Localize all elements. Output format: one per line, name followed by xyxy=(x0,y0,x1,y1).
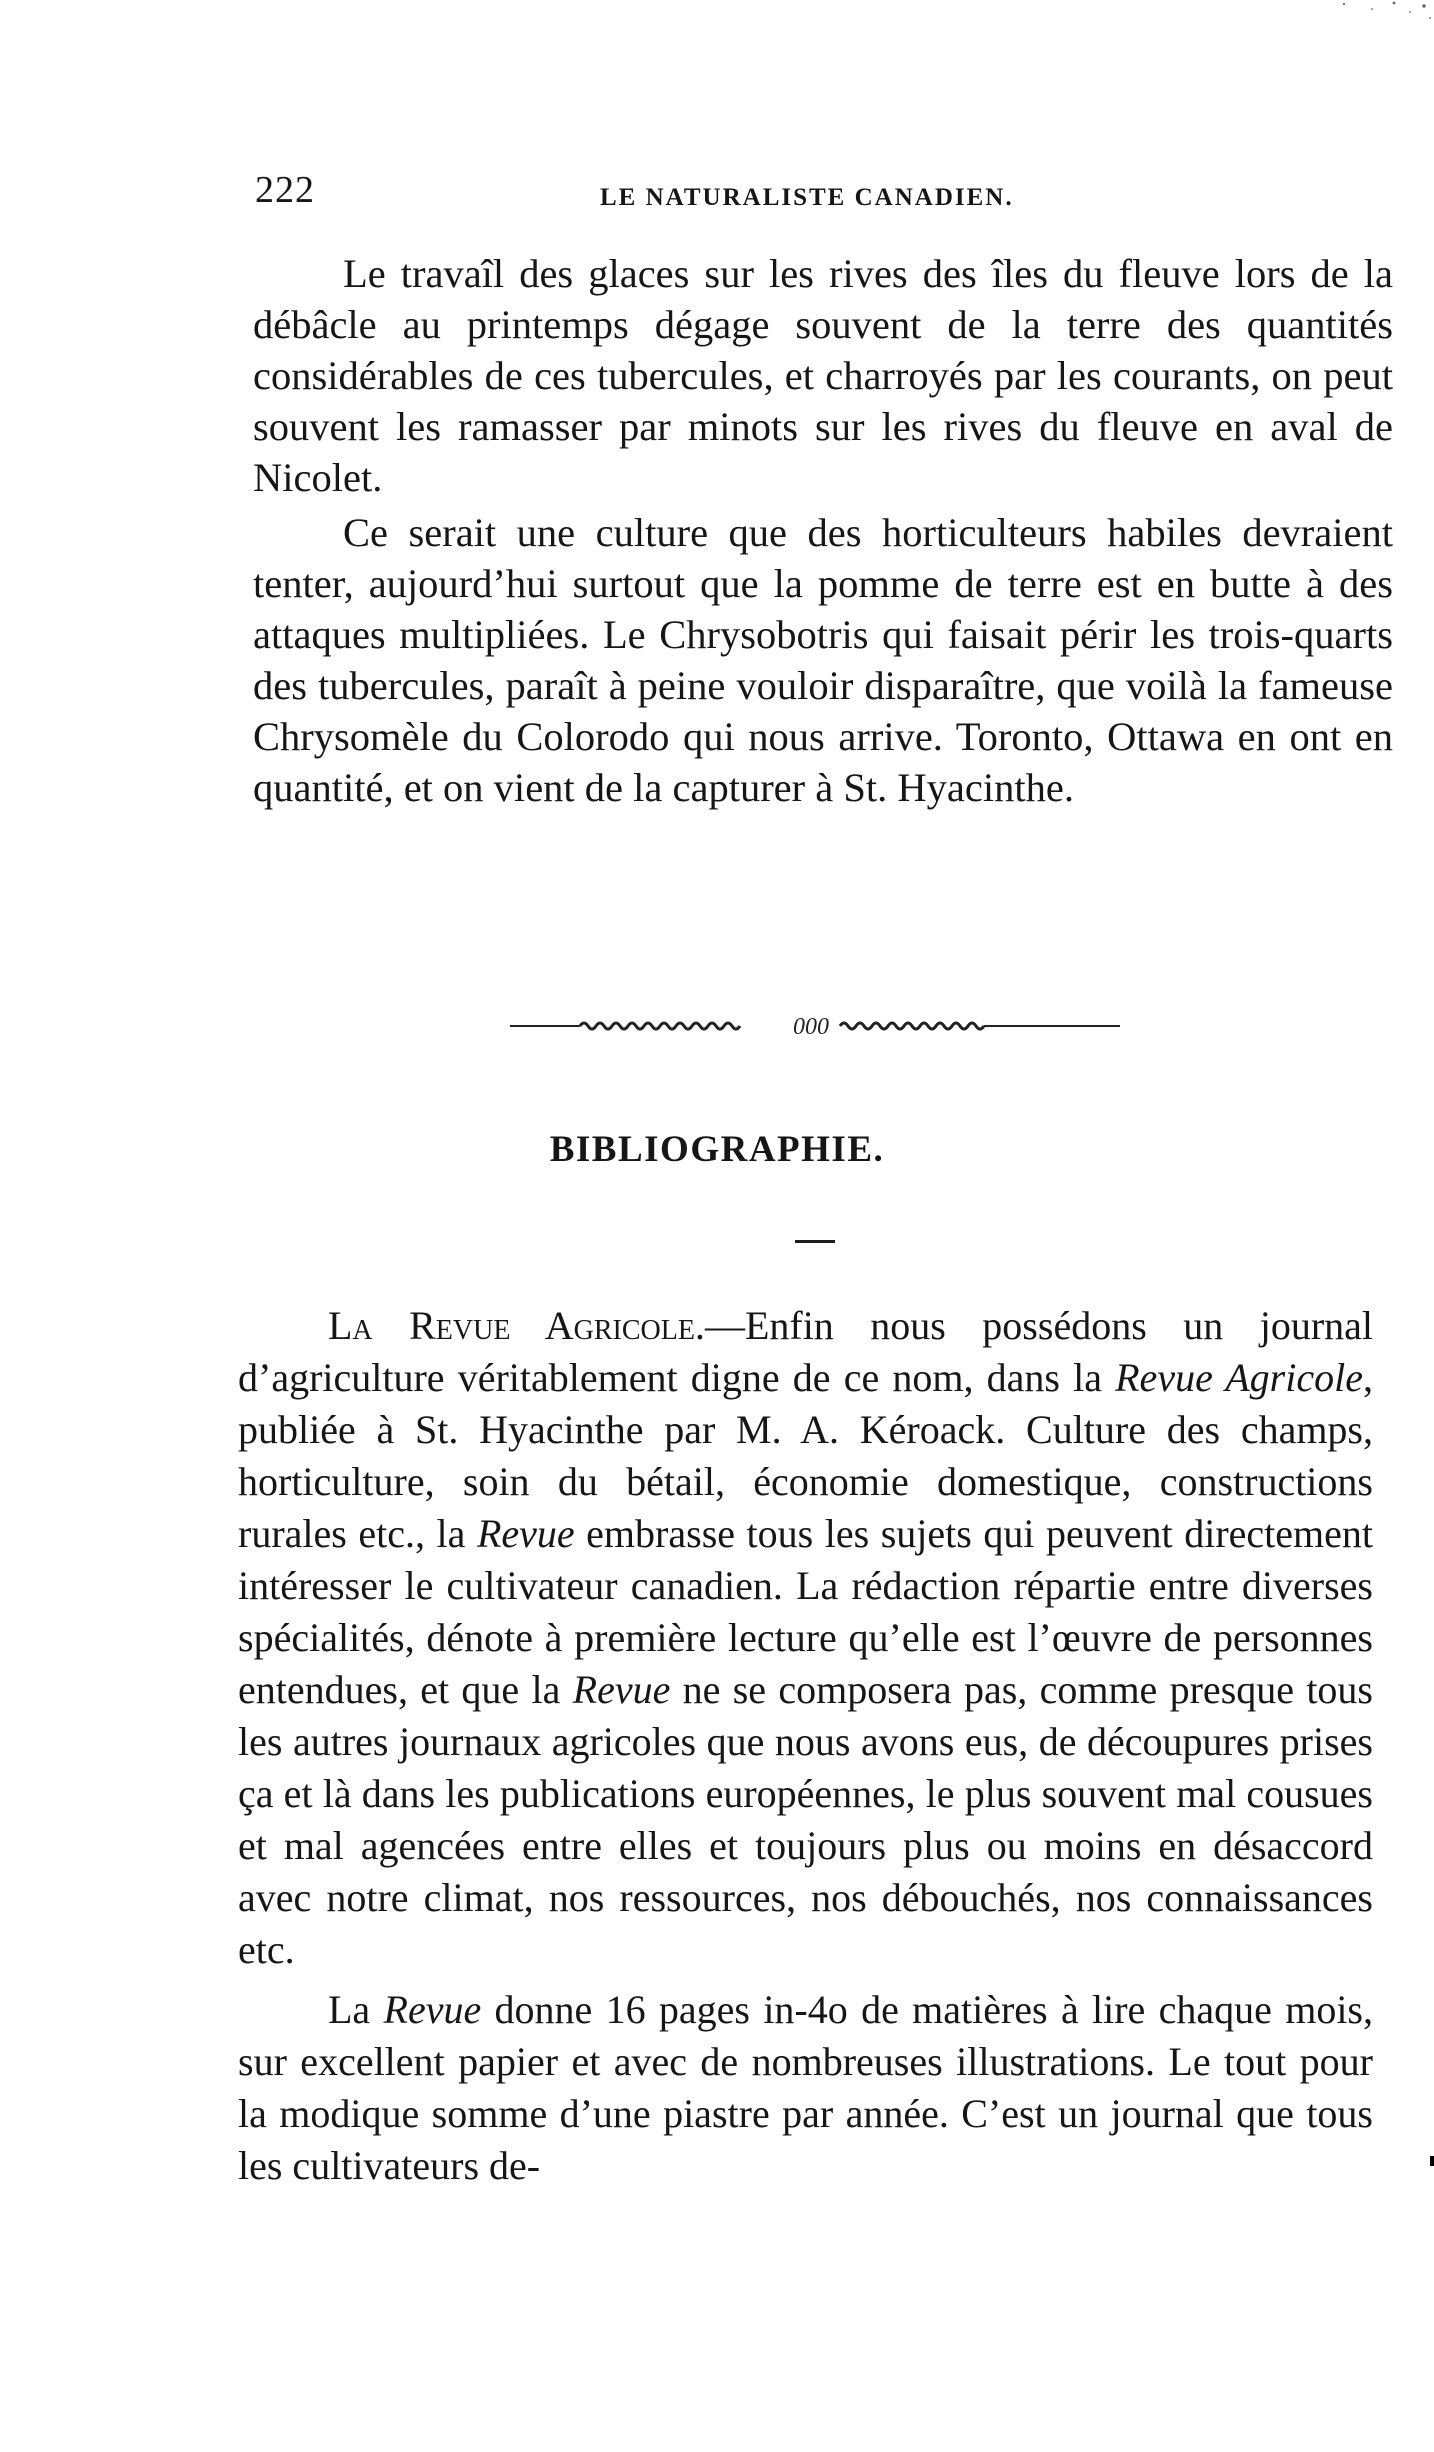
text-run: embrasse tous les sujets qui peuvent directement intéresser le cultivateur canadien. La rédaction répartie entre diverses spécialités, dénote à première lecture qu’elle est l’œuvre de personnes entendues, et que la xyxy=(238,1511,1373,1712)
paragraph-revue-price xyxy=(238,1984,1373,2192)
italic-revue: Revue xyxy=(572,1667,671,1712)
section-divider-ornament xyxy=(510,1010,1120,1046)
italic-revue: Revue xyxy=(383,1987,482,2032)
paragraph-revue-agricole xyxy=(238,1300,1373,1976)
bibliographie-body xyxy=(238,1300,1373,2192)
text-run: ne se composera pas, comme presque tous les autres journaux agricoles que nous avons eus, de découpures prises ça et là dans les publications européennes, le plus souvent mal cousues et mal agencées entre elles et toujours plus ou moins en désaccord avec notre climat, nos ressources, nos débouchés, nos connaissances etc. xyxy=(238,1667,1373,1972)
section-heading: BIBLIOGRAPHIE. xyxy=(549,1129,885,1170)
scan-specks xyxy=(1314,0,1434,40)
text-run: , publiée à St. Hyacinthe par M. A. Kéroack. Culture des champs, horticulture, soin du bétail, économie domestique, constructions rurales etc., la xyxy=(238,1355,1373,1556)
ornament-text: 000 xyxy=(793,1014,829,1040)
running-header xyxy=(255,168,1395,218)
paragraph-tubercules: Le travaîl des glaces sur les rives des îles du fleuve lors de la débâcle au printemps dégage souvent de la terre des quantités considérables de ces tubercules, et charroyés par les courants, on peut souvent les ramasser par minots sur les rives du fleuve en aval de Nicolet. xyxy=(253,251,1393,500)
text-run: La xyxy=(328,1987,384,2032)
page-number: 222 xyxy=(255,169,315,211)
article-continuation xyxy=(253,248,1393,813)
italic-journal-name: Revue Agricole xyxy=(1115,1355,1363,1400)
paragraph-culture: Ce serait une culture que des horticulteurs habiles devraient tenter, aujourd’hui surtout que la pomme de terre est en butte à des attaques multipliées. Le Chrysobotris qui faisait périr les trois-quarts des tubercules, paraît à peine vouloir disparaître, que voilà la fameuse Chrysomèle du Colorodo qui nous arrive. Toronto, Ottawa en ont en quantité, et on vient de la capturer à St. Hyacinthe. xyxy=(253,510,1393,810)
journal-title-smallcaps: La Revue Agricole. xyxy=(328,1303,705,1348)
heading-rule xyxy=(795,1240,835,1243)
italic-revue: Revue xyxy=(476,1511,575,1556)
text-run: —Enfin nous possédons un journal d’agriculture véritablement digne de ce nom, dans la xyxy=(238,1303,1373,1400)
running-title: LE NATURALISTE CANADIEN. xyxy=(600,184,1014,211)
text-run: donne 16 pages in-4o de matières à lire chaque mois, sur excellent papier et avec de nombreuses illustrations. Le tout pour la modique somme d’une piastre par année. C’est un journal que tous les cultivateurs de- xyxy=(238,1987,1373,2188)
margin-mark xyxy=(1430,2156,1434,2166)
